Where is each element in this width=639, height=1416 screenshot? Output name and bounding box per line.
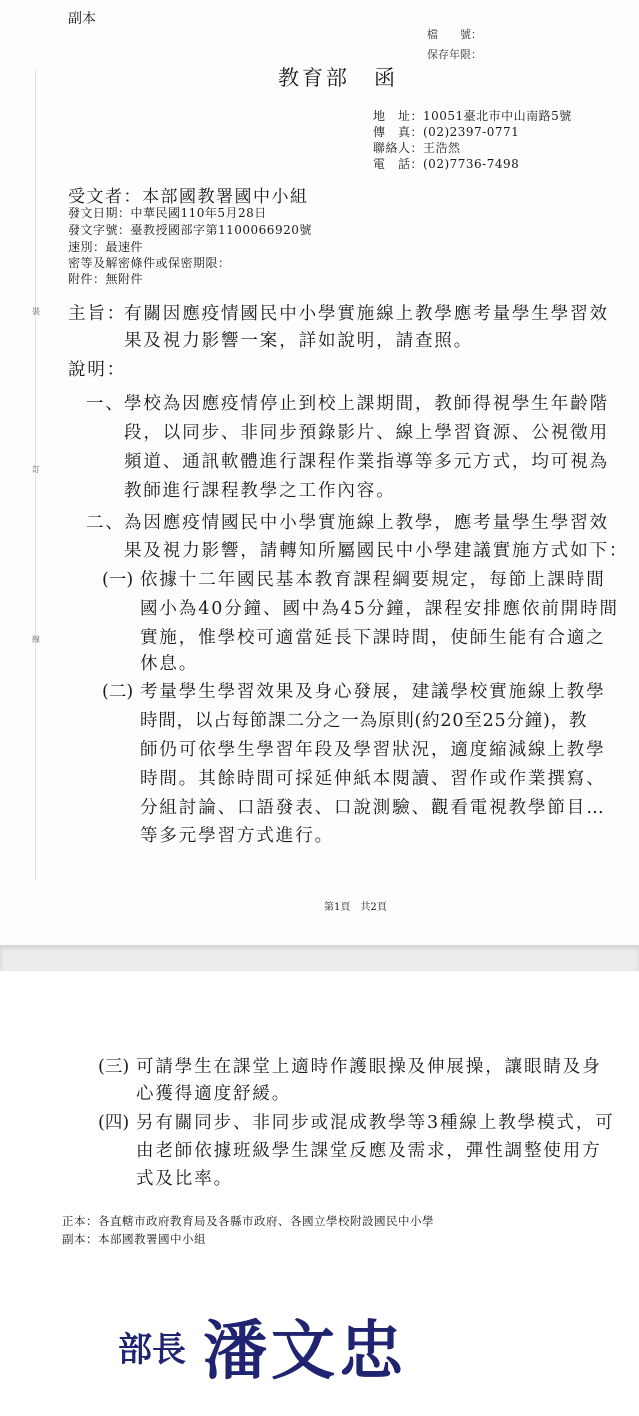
classification: 密等及解密條件或保密期限： [68,256,231,270]
subitem-line: 時間。其餘時間可採延伸紙本閱讀、習作或作業撰寫、 [140,769,606,789]
subitem-line: 實施，惟學校可適當延長下課時間，使師生能有合適之 [140,628,606,648]
contact-fax: 傳 真：(02)2397-0771 [373,125,520,139]
copy-mark: 副本 [68,11,96,27]
item-marker: 一、 [86,394,125,414]
copy-recipients: 副本：本部國教署國中小組 [62,1232,206,1246]
page-break [0,945,639,971]
subitem-line: 式及比率。 [136,1169,233,1189]
subitem-marker: (三) [98,1057,130,1077]
subitem-line: 心獲得適度舒緩。 [136,1084,292,1104]
binding-mark: 訂 [32,465,40,474]
item-line: 頻道、通訊軟體進行課程作業指導等多元方式，均可視為 [124,452,609,472]
item-line: 果及視力影響，請轉知所屬國民中小學建議實施方式如下： [124,541,629,561]
issue-date: 發文日期：中華民國110年5月28日 [68,206,267,220]
recipient: 受文者：本部國教署國中小組 [68,187,309,207]
subitem-line: 師仍可依學生學習年段及學習狀況，適度縮減線上教學 [140,740,606,760]
binding-mark: 線 [32,635,40,644]
item-line: 學校為因應疫情停止到校上課期間，教師得視學生年齡階 [124,394,609,414]
subject-line: 有關因應疫情國民中小學實施線上教學應考量學生學習效 [124,304,609,324]
subitem-line: 等多元學習方式進行。 [140,826,334,846]
page-number: 第1頁 共2頁 [324,902,387,913]
subitem-line: 分組討論、口語發表、口說測驗、觀看電視教學節目… [140,798,606,818]
subitem-line: 另有關同步、非同步或混成教學等3種線上教學模式，可 [136,1113,615,1133]
explanation-label: 說明： [68,360,127,380]
item-line: 教師進行課程教學之工作內容。 [124,481,396,501]
subitem-marker: (一) [102,570,134,590]
urgency: 速別：最速件 [68,240,144,254]
subject-line: 果及視力影響一案，詳如說明，請查照。 [124,331,474,351]
contact-address: 地 址：10051臺北市中山南路5號 [373,109,572,123]
contact-phone: 電 話：(02)7736-7498 [373,157,520,171]
retention-label: 保存年限： [427,48,482,61]
signature-title: 部長 [118,1330,186,1370]
contact-person: 聯絡人：王浩然 [373,141,461,155]
subject-label: 主旨： [68,304,127,324]
attachments: 附件：無附件 [68,272,144,286]
subitem-line: 依據十二年國民基本教育課程綱要規定，每節上課時間 [140,570,606,590]
binding-line [35,70,36,880]
document-title: 教育部 函 [278,66,398,90]
subitem-line: 考量學生學習效果及身心發展，建議學校實施線上教學 [140,682,606,702]
signature-name: 潘文忠 [203,1314,407,1389]
item-marker: 二、 [86,513,125,533]
subitem-line: 時間，以占每節課二分之一為原則(約20至25分鐘)，教 [140,711,588,731]
subitem-line: 休息。 [140,654,199,674]
original-recipients: 正本：各直轄市政府教育局及各縣市政府、各國立學校附設國民中小學 [62,1214,434,1228]
file-number-label: 檔 號： [427,28,482,41]
item-line: 為因應疫情國民中小學實施線上教學，應考量學生學習效 [124,513,609,533]
subitem-line: 國小為40分鐘、國中為45分鐘，課程安排應依前開時間 [140,599,619,619]
subitem-marker: (二) [102,682,134,702]
subitem-line: 由老師依據班級學生課堂反應及需求，彈性調整使用方 [136,1141,602,1161]
binding-mark: 裝 [32,307,40,316]
subitem-line: 可請學生在課堂上適時作護眼操及伸展操，讓眼睛及身 [136,1057,602,1077]
document-number: 發文字號：臺教授國部字第1100066920號 [68,223,312,237]
subitem-marker: (四) [98,1113,130,1133]
item-line: 段，以同步、非同步預錄影片、線上學習資源、公視徵用 [124,423,609,443]
